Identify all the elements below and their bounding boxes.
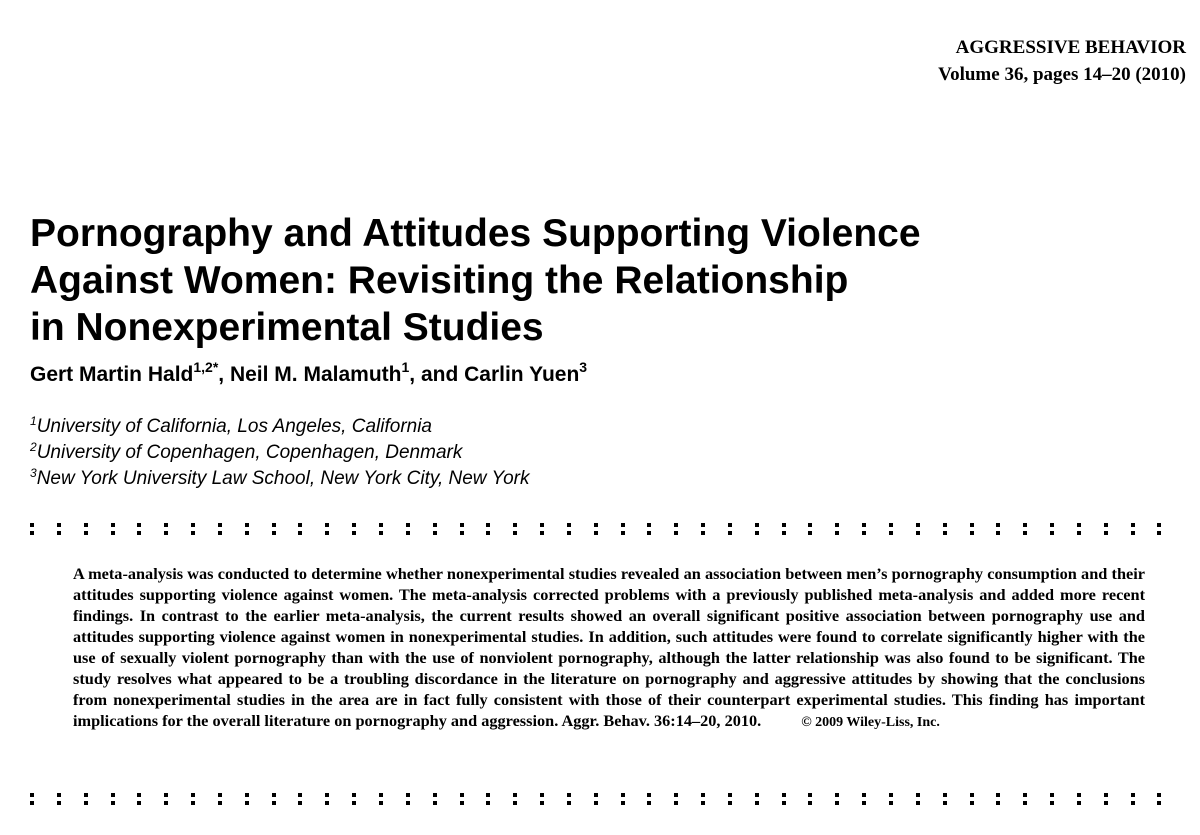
divider-dot (1131, 793, 1135, 805)
author-list (30, 360, 587, 390)
affiliation-number: 3 (30, 466, 37, 480)
article-title (30, 210, 1150, 351)
divider-dot (647, 793, 651, 805)
divider-dot (272, 523, 276, 535)
divider-dot (996, 793, 1000, 805)
divider-dot (567, 793, 571, 805)
journal-volume: Volume 36, pages 14–20 (2010) (938, 64, 1186, 85)
divider-dot (1131, 523, 1135, 535)
affiliation-text: University of California, Los Angeles, California (36, 416, 432, 437)
dotted-divider-top (30, 521, 1162, 537)
divider-dot (460, 793, 464, 805)
affiliation-text: New York University Law School, New York City, New York (36, 468, 530, 489)
divider-dot (272, 793, 276, 805)
divider-dot (755, 523, 759, 535)
divider-dot (1023, 793, 1027, 805)
divider-dot (996, 523, 1000, 535)
author-separator: , and (409, 363, 465, 386)
divider-dot (808, 793, 812, 805)
divider-dot (218, 793, 222, 805)
divider-dot (916, 523, 920, 535)
divider-dot (889, 523, 893, 535)
divider-dot (1104, 523, 1108, 535)
divider-dot (486, 793, 490, 805)
divider-dot (1157, 793, 1161, 805)
title-line: Against Women: Revisiting the Relationship (30, 259, 849, 302)
divider-dot (1077, 793, 1081, 805)
author-name: Neil M. Malamuth (229, 363, 402, 386)
divider-dot (835, 523, 839, 535)
divider-dot (943, 523, 947, 535)
title-line: Pornography and Attitudes Supporting Violence (30, 212, 921, 255)
divider-dot (137, 523, 141, 535)
divider-dot (889, 793, 893, 805)
affiliation-item (30, 414, 529, 440)
divider-dot (701, 793, 705, 805)
divider-dot (540, 793, 544, 805)
divider-dot (57, 523, 61, 535)
divider-dot (1023, 523, 1027, 535)
divider-dot (406, 793, 410, 805)
dotted-divider-bottom (30, 791, 1162, 807)
divider-dot (84, 793, 88, 805)
divider-dot (1050, 523, 1054, 535)
divider-dot (674, 523, 678, 535)
divider-dot (486, 523, 490, 535)
title-line: in Nonexperimental Studies (30, 306, 544, 349)
divider-dot (1050, 793, 1054, 805)
journal-header (938, 34, 1186, 88)
divider-dot (835, 793, 839, 805)
divider-dot (513, 793, 517, 805)
divider-dot (728, 523, 732, 535)
divider-dot (1077, 523, 1081, 535)
divider-dot (621, 523, 625, 535)
divider-dot (970, 793, 974, 805)
divider-dot (674, 793, 678, 805)
divider-dot (808, 523, 812, 535)
divider-dot (970, 523, 974, 535)
author-name: Carlin Yuen (464, 363, 580, 386)
divider-dot (701, 523, 705, 535)
author-separator: , (218, 363, 230, 386)
divider-dot (782, 523, 786, 535)
affiliation-number: 1 (30, 414, 37, 428)
divider-dot (1104, 793, 1108, 805)
divider-dot (728, 793, 732, 805)
divider-dot (325, 793, 329, 805)
author-affiliation-mark: 3 (579, 359, 588, 375)
divider-dot (111, 523, 115, 535)
divider-dot (460, 523, 464, 535)
divider-dot (57, 793, 61, 805)
divider-dot (540, 523, 544, 535)
divider-dot (647, 523, 651, 535)
affiliation-list (30, 414, 529, 492)
copyright-notice: © 2009 Wiley-Liss, Inc. (801, 715, 940, 730)
divider-dot (325, 523, 329, 535)
divider-dot (567, 523, 571, 535)
divider-dot (30, 523, 34, 535)
affiliation-item (30, 440, 529, 466)
divider-dot (191, 793, 195, 805)
divider-dot (379, 523, 383, 535)
divider-dot (943, 793, 947, 805)
divider-dot (621, 793, 625, 805)
divider-dot (218, 523, 222, 535)
divider-dot (352, 793, 356, 805)
author-name: Gert Martin Hald (30, 363, 194, 386)
divider-dot (862, 523, 866, 535)
divider-dot (406, 523, 410, 535)
journal-name: AGGRESSIVE BEHAVIOR (955, 37, 1186, 58)
divider-dot (594, 523, 598, 535)
divider-dot (379, 793, 383, 805)
divider-dot (433, 523, 437, 535)
author-affiliation-mark: 1 (401, 359, 410, 375)
divider-dot (513, 523, 517, 535)
abstract-text: A meta-analysis was conducted to determine whether nonexperimental studies revealed an association between men’s pornography consumption and their attitudes supporting violence against women. The meta-analysis corrected problems with a previously published meta-analysis and added more recent findings. In contrast to the earlier meta-analysis, the current results showed an overall significant positive association between pornography use and attitudes supporting violence against women in nonexperimental studies. In addition, such attitudes were found to correlate significantly higher with the use of sexually violent pornography than with the use of nonviolent pornography, although the latter relationship was also found to be significant. The study resolves what appeared to be a troubling discordance in the literature on pornography and aggressive attitudes by showing that the conclusions from nonexperimental studies in the area are in fact fully consistent with those of their counterpart experimental studies. This finding has important implications for the overall literature on pornography and aggression. Aggr. Behav. 36:14–20, 2010. (73, 564, 1145, 730)
author-affiliation-mark: 1,2* (193, 359, 219, 375)
divider-dot (298, 793, 302, 805)
divider-dot (862, 793, 866, 805)
divider-dot (298, 523, 302, 535)
divider-dot (164, 793, 168, 805)
divider-dot (916, 793, 920, 805)
divider-dot (245, 793, 249, 805)
divider-dot (245, 523, 249, 535)
divider-dot (111, 793, 115, 805)
divider-dot (191, 523, 195, 535)
divider-dot (594, 793, 598, 805)
abstract (73, 563, 1145, 733)
divider-dot (782, 793, 786, 805)
divider-dot (30, 793, 34, 805)
affiliation-text: University of Copenhagen, Copenhagen, Denmark (36, 442, 463, 463)
divider-dot (352, 523, 356, 535)
affiliation-item (30, 466, 529, 492)
affiliation-number: 2 (30, 440, 37, 454)
divider-dot (755, 793, 759, 805)
divider-dot (84, 523, 88, 535)
divider-dot (433, 793, 437, 805)
divider-dot (164, 523, 168, 535)
divider-dot (1157, 523, 1161, 535)
divider-dot (137, 793, 141, 805)
